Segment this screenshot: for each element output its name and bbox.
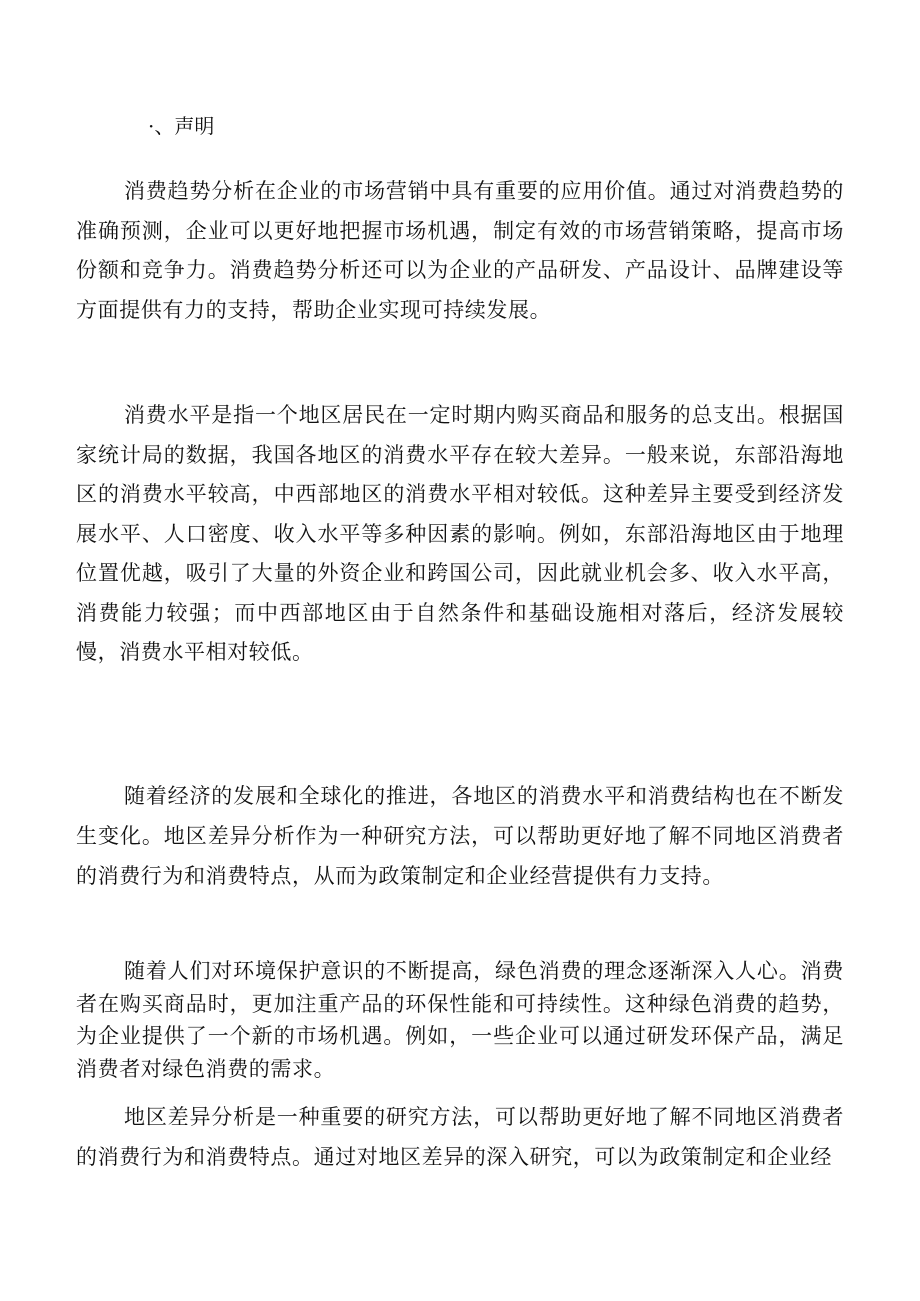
paragraph-regional-analysis: 地区差异分析是一种重要的研究方法，可以帮助更好地了解不同地区消费者的消费行为和消费特点。通过对地区差异的深入研究，可以为政策制定和企业经: [76, 1105, 844, 1169]
paragraph-regional-change: 随着经济的发展和全球化的推进，各地区的消费水平和消费结构也在不断发生变化。地区差异分析作为一种研究方法，可以帮助更好地了解不同地区消费者的消费行为和消费特点，从而为政策制定和企业经营提供有力支持。: [76, 784, 844, 888]
section-heading: ·、声明: [148, 114, 215, 138]
paragraph-green-consumption: 随着人们对环境保护意识的不断提高，绿色消费的理念逐渐深入人心。消费者在购买商品时，更加注重产品的环保性能和可持续性。这种绿色消费的趋势，为企业提供了一个新的市场机遇。例如，一些企业可以通过研发环保产品，满足消费者对绿色消费的需求。: [76, 959, 844, 1081]
paragraph-consumption-level: 消费水平是指一个地区居民在一定时期内购买商品和服务的总支出。根据国家统计局的数据，我国各地区的消费水平存在较大差异。一般来说，东部沿海地区的消费水平较高，中西部地区的消费水平相对较低。这种差异主要受到经济发展水平、人口密度、收入水平等多种因素的影响。例如，东部沿海地区由于地理位置优越，吸引了大量的外资企业和跨国公司，因此就业机会多、收入水平高，消费能力较强；而中西部地区由于自然条件和基础设施相对落后，经济发展较慢，消费水平相对较低。: [76, 403, 844, 664]
paragraph-consumption-trend-value: 消费趋势分析在企业的市场营销中具有重要的应用价值。通过对消费趋势的准确预测，企业可以更好地把握市场机遇，制定有效的市场营销策略，提高市场份额和竞争力。消费趋势分析还可以为企业的产品研发、产品设计、品牌建设等方面提供有力的支持，帮助企业实现可持续发展。: [76, 179, 844, 322]
